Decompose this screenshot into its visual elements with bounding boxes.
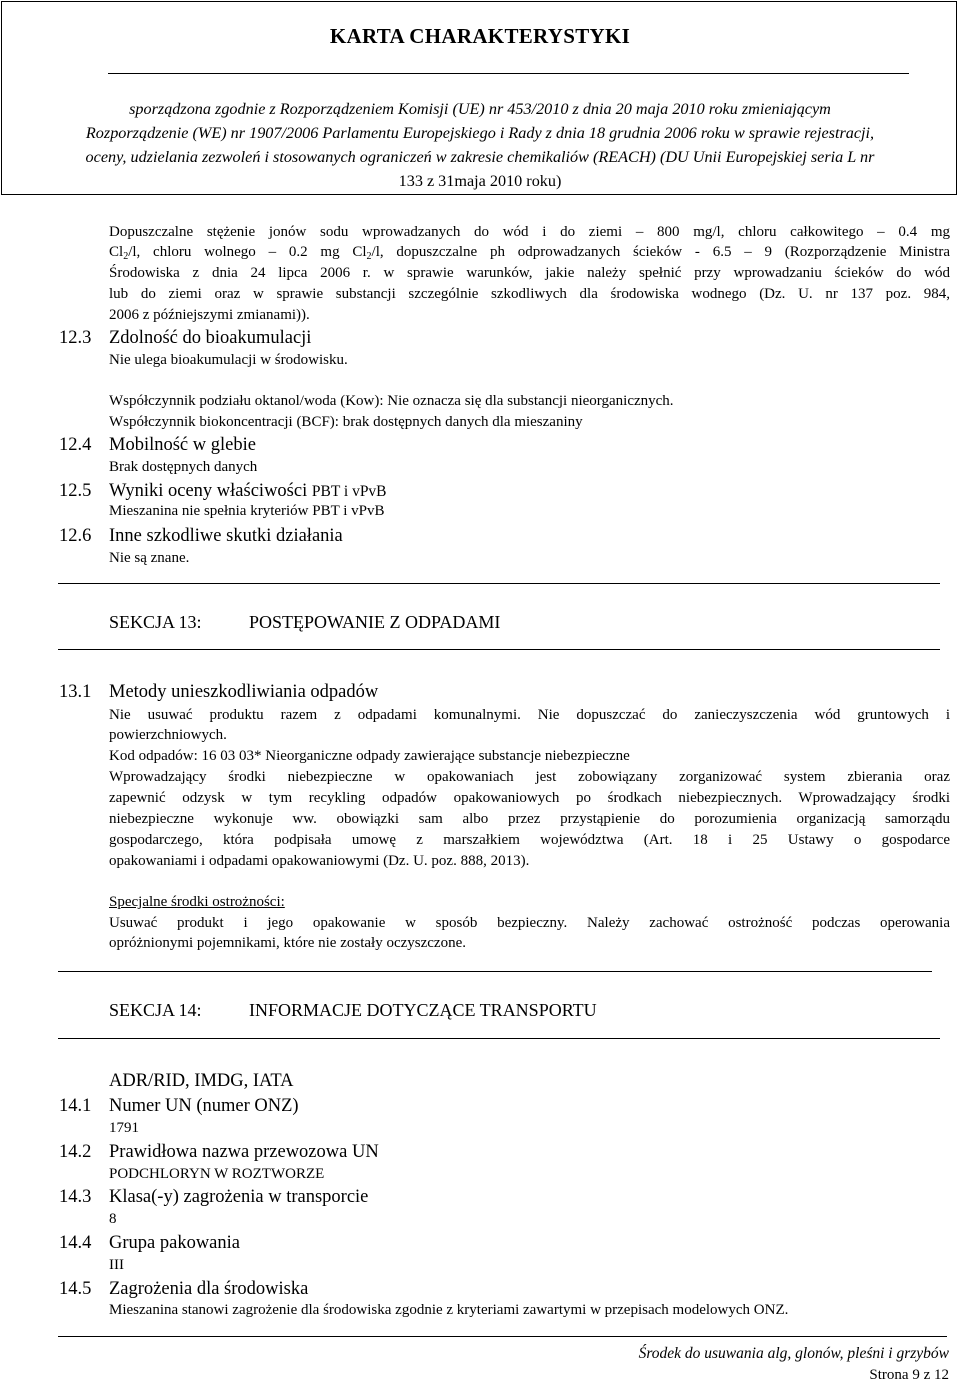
divider-s14-bottom [58, 1038, 940, 1039]
s13-line-5: zapewnić odzysk w tym recykling odpadów opakowaniowych po środkach niebezpiecznych. Wprowadzający środki [109, 790, 950, 806]
s14-label: SEKCJA 14: [109, 1000, 202, 1020]
s14-4-number: 14.4 [59, 1233, 92, 1253]
document-title: KARTA CHARAKTERYSTYKI [329, 24, 631, 48]
s14-3-value: 8 [109, 1211, 117, 1227]
s14-2-value: PODCHLORYN W ROZTWORZE [109, 1166, 325, 1182]
special-precautions-label: Specjalne środki ostrożności: [109, 894, 285, 910]
s12-5-title: Wyniki oceny właściwości PBT i vPvB [109, 481, 387, 501]
s14-2-number: 14.2 [59, 1142, 92, 1162]
s12-4-text: Brak dostępnych danych [109, 459, 258, 475]
footer-product-name: Środek do usuwania alg, glonów, pleśni i grzybów [638, 1345, 949, 1362]
s14-4-title: Grupa pakowania [109, 1233, 240, 1253]
s13-line-2: powierzchniowych. [109, 727, 227, 743]
s14-1-title: Numer UN (numer ONZ) [109, 1096, 299, 1116]
s12-3-text: Nie ulega bioakumulacji w środowisku. [109, 352, 348, 368]
s14-3-title: Klasa(-y) zagrożenia w transporcie [109, 1187, 369, 1207]
s12-5-text: Mieszanina nie spełnia kryteriów PBT i vPvB [109, 503, 385, 519]
s14-5-title: Zagrożenia dla środowiska [109, 1279, 309, 1299]
s12-intro-line-4: lub do ziemi oraz w sprawie substancji szczególnie szkodliwych dla środowiska wodnego (Dz. U. nr 137 poz. 984, [109, 286, 950, 302]
s14-5-number: 14.5 [59, 1279, 92, 1299]
subtitle-line-4: 133 z 31maja 2010 roku) [398, 172, 562, 190]
s13-1-title: Metody unieszkodliwiania odpadów [109, 682, 379, 702]
s13-line-1: Nie usuwać produktu razem z odpadami komunalnymi. Nie dopuszczać do zanieczyszczenia wód gruntowych i [109, 707, 950, 723]
s13-line-8: opakowaniami i odpadami opakowaniowymi (Dz. U. poz. 888, 2013). [109, 853, 530, 869]
subtitle-line-2: Rozporządzenie (WE) nr 1907/2006 Parlamentu Europejskiego i Rady z dnia 18 grudnia 2006 roku w sprawie rejestracji, [85, 124, 875, 142]
subtitle-line-1: sporządzona zgodnie z Rozporządzeniem Komisji (UE) nr 453/2010 z dnia 20 maja 2010 roku zmieniającym [129, 100, 831, 118]
divider-s13-top [58, 583, 940, 584]
s14-1-value: 1791 [109, 1120, 139, 1136]
s12-intro-line-5: 2006 z późniejszymi zmianami)). [109, 307, 310, 323]
s12-3-title: Zdolność do bioakumulacji [109, 328, 312, 348]
subtitle-line-3: oceny, udzielania zezwoleń i stosowanych ograniczeń w zakresie chemikaliów (REACH) (DU Unii Europejskiej seria L nr [85, 148, 875, 166]
s13-1-number: 13.1 [59, 682, 92, 702]
s14-5-value: Mieszanina stanowi zagrożenie dla środowiska zgodnie z kryteriami zawartymi w przepisach modelowych ONZ. [109, 1302, 789, 1318]
kow-text: Współczynnik podziału oktanol/woda (Kow): Nie oznacza się dla substancji nieorganicznych. [109, 393, 674, 409]
s12-6-title: Inne szkodliwe skutki działania [109, 526, 343, 546]
s13-line-7: gospodarczego, która podpisała umowę z marszałkiem województwa (Art. 18 i 25 Ustawy o gospodarce [109, 832, 950, 848]
s14-3-number: 14.3 [59, 1187, 92, 1207]
s13-title: POSTĘPOWANIE Z ODPADAMI [249, 612, 501, 632]
s12-intro-line-3: Środowiska z dnia 24 lipca 2006 r. w sprawie warunków, jakie należy spełnić przy wprowadzaniu ścieków do wód [109, 265, 950, 281]
header-divider [108, 73, 909, 74]
s12-4-number: 12.4 [59, 435, 92, 455]
bcf-text: Współczynnik biokoncentracji (BCF): brak dostępnych danych dla mieszaniny [109, 414, 583, 430]
s12-4-title: Mobilność w glebie [109, 435, 256, 455]
s14-4-value: III [109, 1257, 124, 1273]
s13-line-4: Wprowadzający środki niebezpieczne w opakowaniach jest zobowiązany zorganizować system zbierania oraz [109, 769, 950, 785]
s12-6-text: Nie są znane. [109, 550, 190, 566]
divider-s13-bottom [58, 649, 940, 650]
s12-intro-line-1: Dopuszczalne stężenie jonów sodu wprowadzanych do wód i do ziemi – 800 mg/l, chloru całkowitego – 0.4 mg [109, 224, 950, 240]
s12-6-number: 12.6 [59, 526, 92, 546]
transport-mode: ADR/RID, IMDG, IATA [109, 1071, 294, 1091]
special-line-1: Usuwać produkt i jego opakowanie w sposób bezpieczny. Należy zachować ostrożność podczas operowania [109, 915, 950, 931]
s13-label: SEKCJA 13: [109, 612, 202, 632]
footer-page-number: Strona 9 z 12 [869, 1367, 949, 1383]
s14-1-number: 14.1 [59, 1096, 92, 1116]
footer-divider [58, 1336, 947, 1337]
special-line-2: opróżnionymi pojemnikami, które nie zostały oczyszczone. [109, 935, 466, 951]
divider-s14-top [58, 971, 932, 972]
s12-intro-line-2: $Cl_2/l$, chloru wolnego – 0.2 mg $Cl_2/l$, dopuszczalne ph odprowadzanych ścieków - 6.5 – 9 (Rozporządzenie Ministra [109, 244, 950, 262]
s12-3-number: 12.3 [59, 328, 92, 348]
s14-title: INFORMACJE DOTYCZĄCE TRANSPORTU [249, 1000, 597, 1020]
s14-2-title: Prawidłowa nazwa przewozowa UN [109, 1142, 379, 1162]
s13-line-3: Kod odpadów: 16 03 03* Nieorganiczne odpady zawierające substancje niebezpieczne [109, 748, 630, 764]
s12-5-number: 12.5 [59, 481, 92, 501]
s13-line-6: niebezpieczne wykonuje ww. obowiązki sam albo przez przystąpienie do porozumienia organizacją samorządu [109, 811, 950, 827]
